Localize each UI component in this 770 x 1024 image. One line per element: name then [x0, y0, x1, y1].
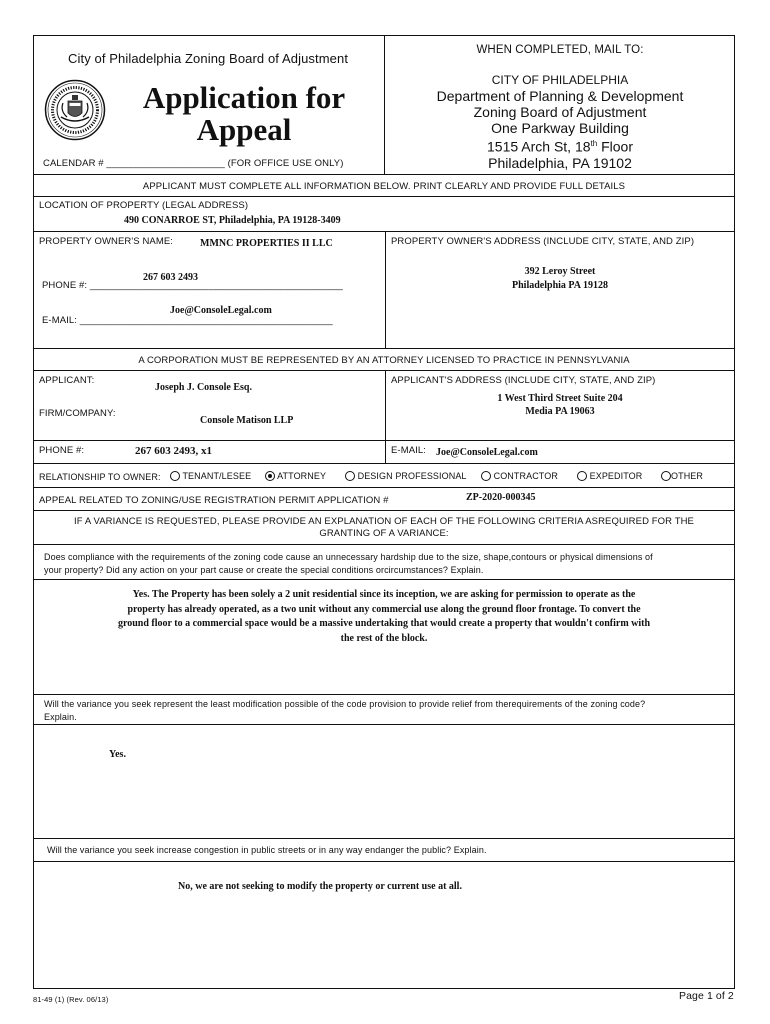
applicant-phone-label: PHONE #:: [39, 445, 85, 456]
answer-1-line1: Yes. The Property has been solely a 2 unit residential since its inception, we are asking for permission to operate as the: [132, 589, 636, 600]
variance-note-line2: GRANTING OF A VARIANCE:: [319, 528, 449, 539]
form-title-line2: Appeal: [196, 112, 292, 147]
relationship-option-contractor[interactable]: [481, 471, 558, 481]
applicant-phone-value[interactable]: 267 603 2493, x1: [135, 445, 212, 457]
city-seal: [44, 79, 106, 141]
applicant-address-label: APPLICANT'S ADDRESS (INCLUDE CITY, STATE, AND ZIP): [391, 375, 656, 386]
radio-tenant[interactable]: [170, 471, 180, 481]
divider: [33, 231, 735, 232]
divider: [33, 544, 735, 545]
divider: [33, 724, 735, 725]
location-label: LOCATION OF PROPERTY (LEGAL ADDRESS): [39, 200, 249, 211]
page-number: Page 1 of 2: [679, 990, 734, 1002]
owner-address-line2: Philadelphia PA 19128: [512, 280, 608, 291]
appeal-label: APPEAL RELATED TO ZONING/USE REGISTRATION PERMIT APPLICATION #: [39, 495, 389, 506]
address-line-6: Philadelphia, PA 19102: [488, 154, 632, 171]
applicant-address-value[interactable]: [386, 392, 734, 418]
owner-name-value[interactable]: MMNC PROPERTIES II LLC: [200, 238, 333, 249]
radio-expeditor[interactable]: [577, 471, 587, 481]
owner-email-value[interactable]: Joe@ConsoleLegal.com: [170, 305, 272, 316]
address-line-3: Zoning Board of Adjustment: [473, 104, 647, 120]
question-1: [44, 551, 724, 576]
answer-1-line2: property has already operated, as a two unit without any commercial use along the ground floor frontage. To convert the: [127, 603, 641, 615]
divider: [33, 463, 735, 464]
radio-other[interactable]: [661, 471, 671, 481]
question-1-line1: Does compliance with the requirements of the zoning code cause an unnecessary hardship due to the size, shape,contours or physical dimensions of: [44, 552, 653, 562]
owner-phone-field: PHONE #: _______________________________________________: [42, 280, 343, 291]
answer-1-line4: the rest of the block.: [340, 632, 428, 644]
calendar-field: CALENDAR # ______________________ (FOR OFFICE USE ONLY): [43, 158, 344, 169]
address-line-4: One Parkway Building: [491, 120, 629, 136]
divider: [33, 174, 735, 175]
relationship-option-other[interactable]: [661, 471, 703, 481]
divider: [33, 196, 735, 197]
question-1-line2: your property? Did any action on your part cause or create the special conditions orcircumstances? Explain.: [44, 564, 484, 575]
applicant-address-line2: Media PA 19063: [525, 406, 595, 417]
applicant-email-label: E-MAIL:: [391, 445, 427, 456]
divider: [33, 440, 735, 441]
applicant-value[interactable]: Joseph J. Console Esq.: [155, 382, 252, 393]
corporation-note: A CORPORATION MUST BE REPRESENTED BY AN ATTORNEY LICENSED TO PRACTICE IN PENNSYLVANIA: [138, 355, 630, 366]
variance-note-line1: IF A VARIANCE IS REQUESTED, PLEASE PROVIDE AN EXPLANATION OF EACH OF THE FOLLOWING CRITERIA ASREQUIRED FOR THE: [73, 516, 694, 527]
mail-to-label: WHEN COMPLETED, MAIL TO:: [476, 44, 644, 56]
board-name: City of Philadelphia Zoning Board of Adjustment: [68, 51, 349, 66]
owner-address-line1: 392 Leroy Street: [524, 266, 596, 277]
divider: [33, 487, 735, 488]
divider: [33, 838, 735, 839]
firm-value[interactable]: Console Matison LLP: [200, 415, 294, 426]
answer-3[interactable]: No, we are not seeking to modify the property or current use at all.: [178, 881, 462, 892]
relationship-option-attorney[interactable]: [265, 471, 326, 481]
firm-label: FIRM/COMPANY:: [39, 408, 116, 419]
mailing-address: [385, 72, 735, 171]
relationship-option-label: TENANT/LESEE: [182, 471, 252, 481]
location-value[interactable]: 490 CONARROE ST, Philadelphia, PA 19128-3409: [124, 215, 341, 226]
owner-email-field: E-MAIL: _______________________________________________: [42, 315, 333, 326]
relationship-option-tenant[interactable]: [170, 471, 251, 481]
relationship-option-expeditor[interactable]: [577, 471, 642, 481]
divider: [33, 861, 735, 862]
radio-attorney[interactable]: [265, 471, 275, 481]
relationship-option-label: OTHER: [671, 471, 703, 481]
address-line-2: Department of Planning & Development: [436, 88, 684, 104]
relationship-option-label: ATTORNEY: [277, 471, 327, 481]
divider: [33, 510, 735, 511]
appeal-number-value[interactable]: ZP-2020-000345: [466, 492, 536, 503]
relationship-option-label: EXPEDITOR: [589, 471, 643, 481]
relationship-label: RELATIONSHIP TO OWNER:: [39, 472, 161, 482]
question-3: Will the variance you seek increase congestion in public streets or in any way endanger the public? Explain.: [47, 845, 487, 855]
relationship-option-label: DESIGN PROFESSIONAL: [357, 471, 467, 481]
answer-1[interactable]: [33, 588, 735, 646]
address-line-5: 1515 Arch St, 18th Floor: [487, 138, 633, 155]
form-title: [128, 82, 360, 146]
owner-phone-value[interactable]: 267 603 2493: [143, 272, 198, 283]
question-2-line2: Explain.: [44, 711, 77, 722]
divider: [33, 694, 735, 695]
relationship-option-design[interactable]: [345, 471, 467, 481]
instructions: APPLICANT MUST COMPLETE ALL INFORMATION BELOW. PRINT CLEARLY AND PROVIDE FULL DETAILS: [142, 181, 626, 192]
owner-name-label: PROPERTY OWNER'S NAME:: [39, 236, 174, 247]
form-number: 81-49 (1) (Rev. 06/13): [33, 995, 109, 1004]
address-line-1: CITY OF PHILADELPHIA: [491, 73, 629, 87]
question-2: [44, 698, 645, 723]
answer-1-line3: ground floor to a commercial space would be a massive undertaking that would create a property that wouldn't confirm with: [117, 618, 651, 629]
owner-address-label: PROPERTY OWNER'S ADDRESS (INCLUDE CITY, STATE, AND ZIP): [391, 236, 695, 247]
radio-contractor[interactable]: [481, 471, 491, 481]
form-title-line1: Application for: [142, 80, 346, 115]
owner-address-value[interactable]: [386, 265, 734, 293]
answer-2[interactable]: Yes.: [109, 749, 126, 760]
applicant-address-line1: 1 West Third Street Suite 204: [497, 393, 623, 404]
radio-design[interactable]: [345, 471, 355, 481]
divider: [33, 348, 735, 349]
seal-icon: [44, 79, 106, 141]
relationship-option-label: CONTRACTOR: [493, 471, 558, 481]
divider: [33, 370, 735, 371]
question-2-line1: Will the variance you seek represent the least modification possible of the code provision to provide relief from therequirements of the zoning code?: [44, 699, 646, 709]
applicant-label: APPLICANT:: [39, 375, 95, 386]
variance-note: [33, 516, 735, 540]
divider: [33, 579, 735, 580]
applicant-email-value[interactable]: Joe@ConsoleLegal.com: [436, 447, 538, 458]
